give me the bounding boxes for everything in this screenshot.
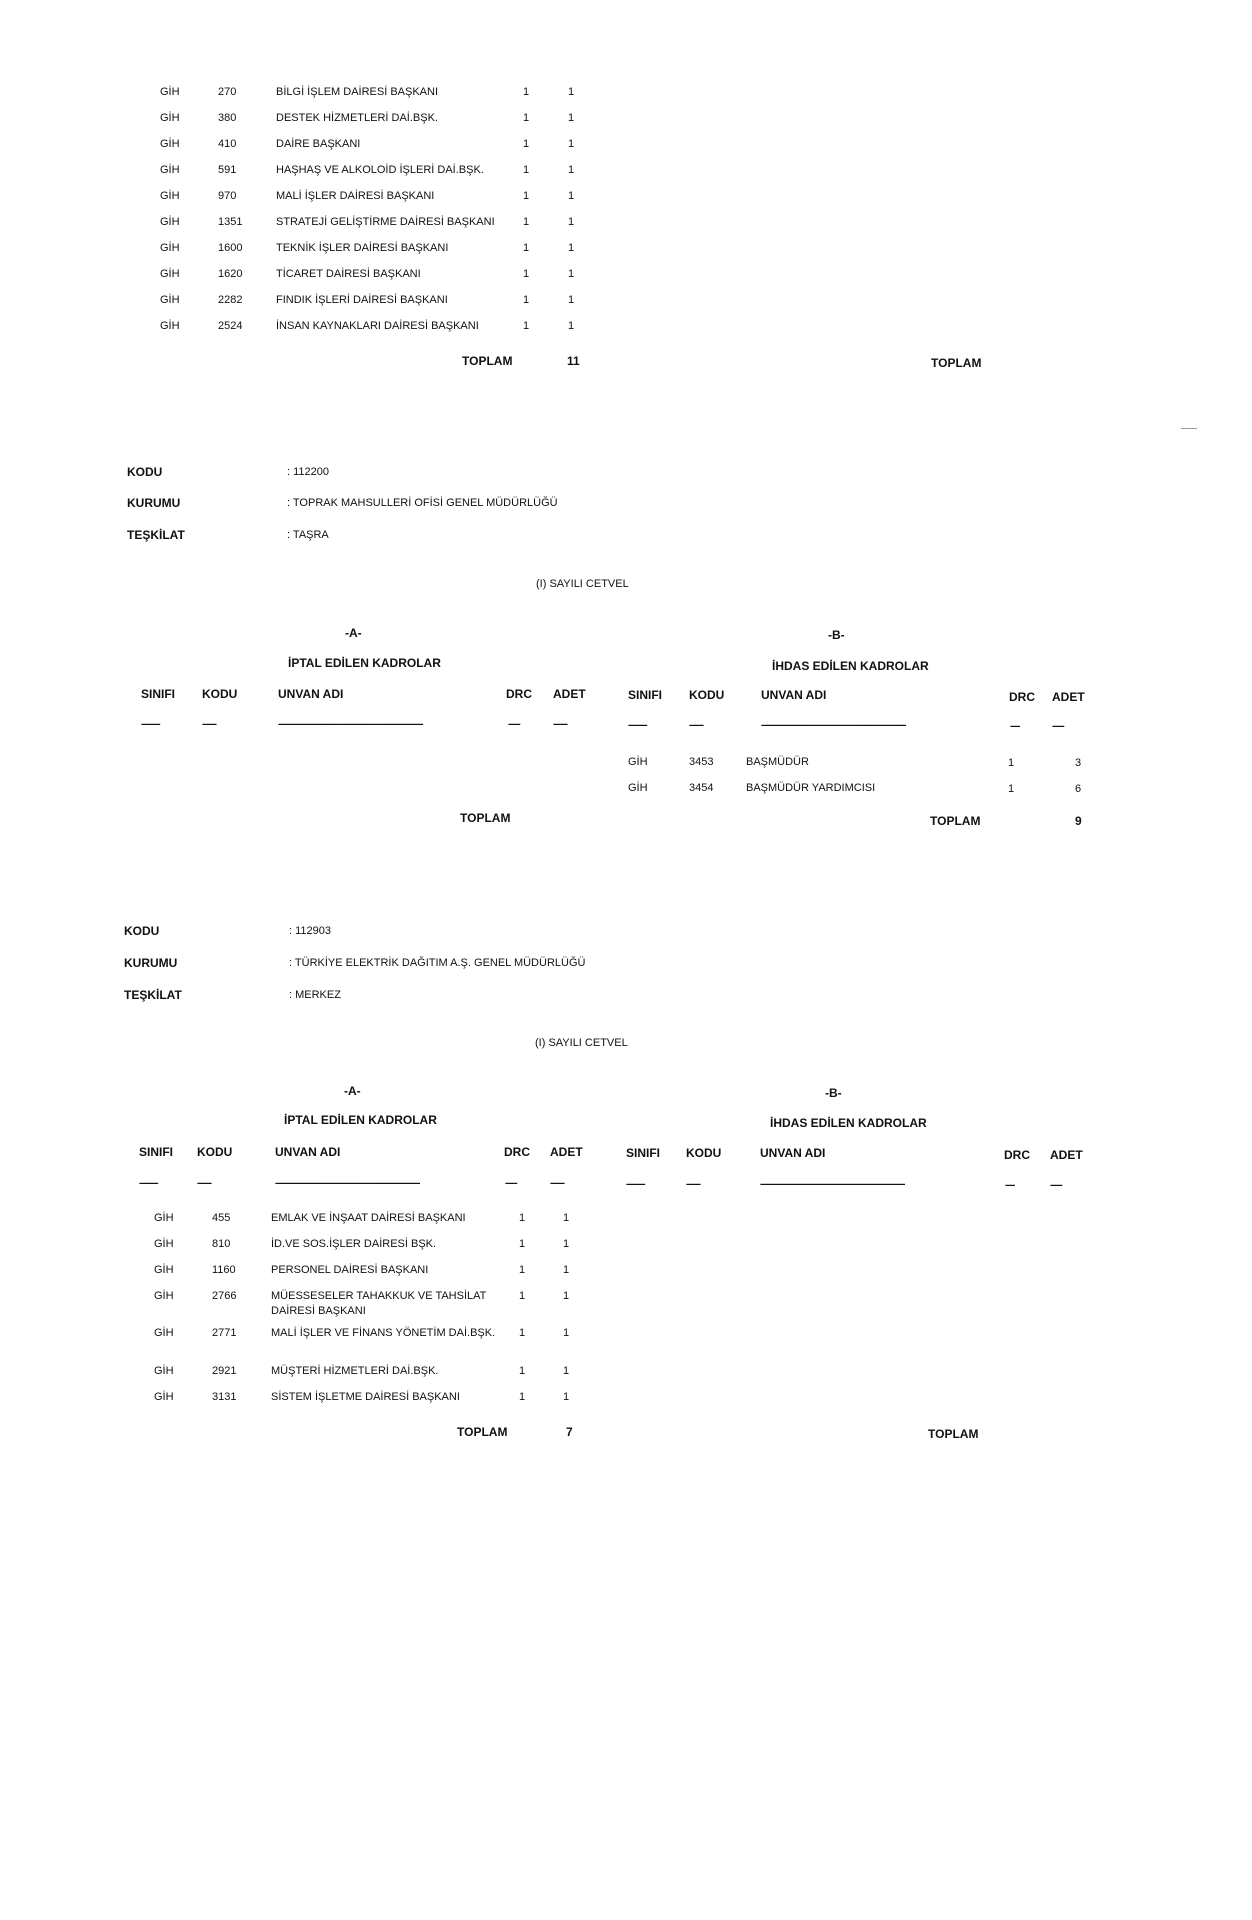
separator: -------------------------------------------------------------- xyxy=(278,719,423,730)
separator: -------------------------------------------------------------- xyxy=(760,1179,905,1190)
separator: ------ xyxy=(553,719,567,730)
b-marker: -B- xyxy=(828,628,845,642)
separator: ------ xyxy=(550,1178,564,1189)
cell-sinifi: GİH xyxy=(160,190,180,202)
teskilat-value: : TAŞRA xyxy=(287,529,329,541)
cell-kodu: 2921 xyxy=(212,1365,237,1377)
cell-kodu: 2766 xyxy=(212,1290,237,1302)
cell-sinifi: GİH xyxy=(154,1290,174,1302)
teskilat-value: : MERKEZ xyxy=(289,989,341,1001)
cell-unvan: MALİ İŞLER VE FİNANS YÖNETİM DAİ.BŞK. xyxy=(271,1327,496,1339)
cell-drc: 1 xyxy=(523,112,530,124)
cell-sinifi: GİH xyxy=(160,138,180,150)
cell-kodu: 970 xyxy=(218,190,237,202)
kodu-label: KODU xyxy=(124,924,160,938)
teskilat-label: TEŞKİLAT xyxy=(127,528,185,542)
cell-unvan: HAŞHAŞ VE ALKOLOİD İŞLERİ DAİ.BŞK. xyxy=(276,164,484,176)
cell-sinifi: GİH xyxy=(628,782,648,794)
cell-drc: 1 xyxy=(519,1327,526,1339)
cell-drc: 1 xyxy=(519,1264,526,1276)
a-marker: -A- xyxy=(344,1084,361,1098)
cell-sinifi: GİH xyxy=(154,1212,174,1224)
separator: -------------------------------------------------------------- xyxy=(761,720,906,731)
header-adet-b: ADET xyxy=(1052,690,1085,704)
header-drc-b: DRC xyxy=(1009,690,1035,704)
b-title: İHDAS EDİLEN KADROLAR xyxy=(770,1116,927,1130)
separator: ------ xyxy=(689,720,703,731)
cell-sinifi: GİH xyxy=(160,164,180,176)
kurumu-label: KURUMU xyxy=(124,956,178,970)
cetvel-title: (I) SAYILI CETVEL xyxy=(535,1037,628,1049)
cell-kodu: 380 xyxy=(218,112,237,124)
cell-drc: 1 xyxy=(519,1365,526,1377)
cell-unvan: BAŞMÜDÜR xyxy=(746,756,809,768)
cell-sinifi: GİH xyxy=(154,1264,174,1276)
total-value-b: 9 xyxy=(1075,814,1082,828)
header-kodu: KODU xyxy=(197,1145,233,1159)
separator: ----- xyxy=(1050,1180,1062,1191)
cell-sinifi: GİH xyxy=(160,242,180,254)
total-value: 7 xyxy=(566,1425,573,1439)
cell-kodu: 1600 xyxy=(218,242,243,254)
header-sinifi-b: SINIFI xyxy=(628,688,663,702)
cell-unvan: DAİRE BAŞKANI xyxy=(276,138,361,150)
cell-drc: 1 xyxy=(523,216,530,228)
cell-unvan: BİLGİ İŞLEM DAİRESİ BAŞKANI xyxy=(276,86,438,98)
cell-sinifi: GİH xyxy=(160,86,180,98)
teskilat-label: TEŞKİLAT xyxy=(124,988,182,1002)
cell-sinifi: GİH xyxy=(160,268,180,280)
a-title: İPTAL EDİLEN KADROLAR xyxy=(288,656,441,670)
total-label: TOPLAM xyxy=(457,1425,508,1439)
separator: ----- xyxy=(1052,721,1064,732)
cell-sinifi: GİH xyxy=(160,320,180,332)
total-label: TOPLAM xyxy=(462,354,513,368)
header-unvan-b: UNVAN ADI xyxy=(761,688,827,702)
total-label: TOPLAM xyxy=(460,811,511,825)
cell-drc: 1 xyxy=(523,242,530,254)
cell-unvan: İNSAN KAYNAKLARI DAİRESİ BAŞKANI xyxy=(276,320,479,332)
cell-sinifi: GİH xyxy=(154,1327,174,1339)
cell-adet: 1 xyxy=(568,164,575,176)
cell-adet: 1 xyxy=(563,1327,570,1339)
cell-drc: 1 xyxy=(519,1238,526,1250)
header-unvan: UNVAN ADI xyxy=(278,687,344,701)
cell-drc: 1 xyxy=(1008,757,1015,769)
total-label-b: TOPLAM xyxy=(931,356,982,370)
cell-kodu: 3131 xyxy=(212,1391,237,1403)
cell-unvan: FINDIK İŞLERİ DAİRESİ BAŞKANI xyxy=(276,294,448,306)
cell-unvan: MÜESSESELER TAHAKKUK VE TAHSİLAT xyxy=(271,1290,487,1302)
cell-unvan: TEKNİK İŞLER DAİRESİ BAŞKANI xyxy=(276,242,449,254)
cell-adet: 1 xyxy=(568,190,575,202)
cell-adet: 3 xyxy=(1075,757,1082,769)
cell-drc: 1 xyxy=(523,190,530,202)
header-kodu: KODU xyxy=(202,687,238,701)
cell-adet: 1 xyxy=(568,268,575,280)
cell-adet: 1 xyxy=(568,86,575,98)
separator: -------------------------------------------------------------- xyxy=(275,1178,420,1189)
separator: ----- xyxy=(508,719,520,730)
cell-adet: 1 xyxy=(568,320,575,332)
cell-drc: 1 xyxy=(523,294,530,306)
kodu-label: KODU xyxy=(127,465,163,479)
separator: ---- xyxy=(1010,721,1020,732)
cell-drc: 1 xyxy=(1008,783,1015,795)
cell-adet: 1 xyxy=(568,112,575,124)
separator: -------- xyxy=(141,719,160,730)
cell-kodu: 410 xyxy=(218,138,237,150)
cell-unvan: İD.VE SOS.İŞLER DAİRESİ BŞK. xyxy=(271,1238,437,1250)
cell-unvan: MALİ İŞLER DAİRESİ BAŞKANI xyxy=(276,190,435,202)
separator: ------ xyxy=(197,1178,211,1189)
margin-mark xyxy=(1181,428,1197,429)
cell-kodu: 270 xyxy=(218,86,237,98)
cell-kodu: 3454 xyxy=(689,782,714,794)
cell-sinifi: GİH xyxy=(154,1238,174,1250)
cell-kodu: 1351 xyxy=(218,216,243,228)
separator: -------- xyxy=(628,720,647,731)
cell-sinifi: GİH xyxy=(160,294,180,306)
header-sinifi: SINIFI xyxy=(139,1145,174,1159)
cell-drc: 1 xyxy=(523,320,530,332)
separator: ---- xyxy=(1005,1180,1015,1191)
header-adet: ADET xyxy=(550,1145,583,1159)
cell-kodu: 1620 xyxy=(218,268,243,280)
cell-unvan: TİCARET DAİRESİ BAŞKANI xyxy=(276,268,421,280)
separator: -------- xyxy=(626,1179,645,1190)
cell-kodu: 810 xyxy=(212,1238,231,1250)
cell-sinifi: GİH xyxy=(628,756,648,768)
header-drc: DRC xyxy=(506,687,532,701)
cell-drc: 1 xyxy=(519,1212,526,1224)
cell-sinifi: GİH xyxy=(154,1391,174,1403)
header-sinifi: SINIFI xyxy=(141,687,176,701)
cell-adet: 1 xyxy=(563,1238,570,1250)
cell-unvan: BAŞMÜDÜR YARDIMCISI xyxy=(746,782,876,794)
kurumu-label: KURUMU xyxy=(127,496,181,510)
cell-drc: 1 xyxy=(523,164,530,176)
cell-adet: 1 xyxy=(563,1365,570,1377)
cell-unvan: DESTEK HİZMETLERİ DAİ.BŞK. xyxy=(276,112,438,124)
separator: -------- xyxy=(139,1178,158,1189)
cell-drc: 1 xyxy=(519,1290,526,1302)
header-adet-b: ADET xyxy=(1050,1148,1083,1162)
header-drc-b: DRC xyxy=(1004,1148,1030,1162)
cell-unvan-line2: DAİRESİ BAŞKANI xyxy=(271,1305,366,1317)
cell-kodu: 2524 xyxy=(218,320,243,332)
header-kodu-b: KODU xyxy=(689,688,725,702)
header-kodu-b: KODU xyxy=(686,1146,722,1160)
cell-unvan: EMLAK VE İNŞAAT DAİRESİ BAŞKANI xyxy=(271,1212,466,1224)
cetvel-title: (I) SAYILI CETVEL xyxy=(536,578,629,590)
cell-drc: 1 xyxy=(523,138,530,150)
cell-unvan: SİSTEM İŞLETME DAİRESİ BAŞKANI xyxy=(271,1391,460,1403)
kodu-value: : 112200 xyxy=(287,466,330,478)
cell-drc: 1 xyxy=(523,268,530,280)
cell-kodu: 2771 xyxy=(212,1327,237,1339)
kurumu-value: : TÜRKİYE ELEKTRİK DAĞITIM A.Ş. GENEL MÜDÜRLÜĞÜ xyxy=(289,957,586,969)
kodu-value: : 112903 xyxy=(289,925,332,937)
cell-kodu: 591 xyxy=(218,164,237,176)
separator: ----- xyxy=(505,1178,517,1189)
kurumu-value: : TOPRAK MAHSULLERİ OFİSİ GENEL MÜDÜRLÜĞÜ xyxy=(287,497,558,509)
cell-unvan: PERSONEL DAİRESİ BAŞKANI xyxy=(271,1264,429,1276)
cell-adet: 1 xyxy=(568,294,575,306)
cell-unvan: MÜŞTERİ HİZMETLERİ DAİ.BŞK. xyxy=(271,1365,439,1377)
total-value: 11 xyxy=(567,354,580,368)
cell-adet: 1 xyxy=(563,1391,570,1403)
header-unvan: UNVAN ADI xyxy=(275,1145,341,1159)
b-marker: -B- xyxy=(825,1086,842,1100)
cell-drc: 1 xyxy=(519,1391,526,1403)
separator: ------ xyxy=(686,1179,700,1190)
cell-kodu: 1160 xyxy=(212,1264,236,1276)
cell-adet: 1 xyxy=(563,1264,570,1276)
cell-sinifi: GİH xyxy=(154,1365,174,1377)
total-label-b: TOPLAM xyxy=(930,814,981,828)
header-drc: DRC xyxy=(504,1145,530,1159)
cell-adet: 1 xyxy=(568,138,575,150)
header-unvan-b: UNVAN ADI xyxy=(760,1146,826,1160)
cell-adet: 6 xyxy=(1075,783,1082,795)
total-label-b: TOPLAM xyxy=(928,1427,979,1441)
cell-drc: 1 xyxy=(523,86,530,98)
cell-sinifi: GİH xyxy=(160,216,180,228)
b-title: İHDAS EDİLEN KADROLAR xyxy=(772,659,929,673)
header-adet: ADET xyxy=(553,687,586,701)
a-marker: -A- xyxy=(345,626,362,640)
a-title: İPTAL EDİLEN KADROLAR xyxy=(284,1113,437,1127)
cell-adet: 1 xyxy=(568,216,575,228)
cell-adet: 1 xyxy=(568,242,575,254)
cell-adet: 1 xyxy=(563,1212,570,1224)
cell-kodu: 2282 xyxy=(218,294,243,306)
cell-kodu: 455 xyxy=(212,1212,231,1224)
cell-kodu: 3453 xyxy=(689,756,714,768)
cell-unvan: STRATEJİ GELİŞTİRME DAİRESİ BAŞKANI xyxy=(276,216,495,228)
separator: ------ xyxy=(202,719,216,730)
cell-adet: 1 xyxy=(563,1290,570,1302)
cell-sinifi: GİH xyxy=(160,112,180,124)
header-sinifi-b: SINIFI xyxy=(626,1146,661,1160)
